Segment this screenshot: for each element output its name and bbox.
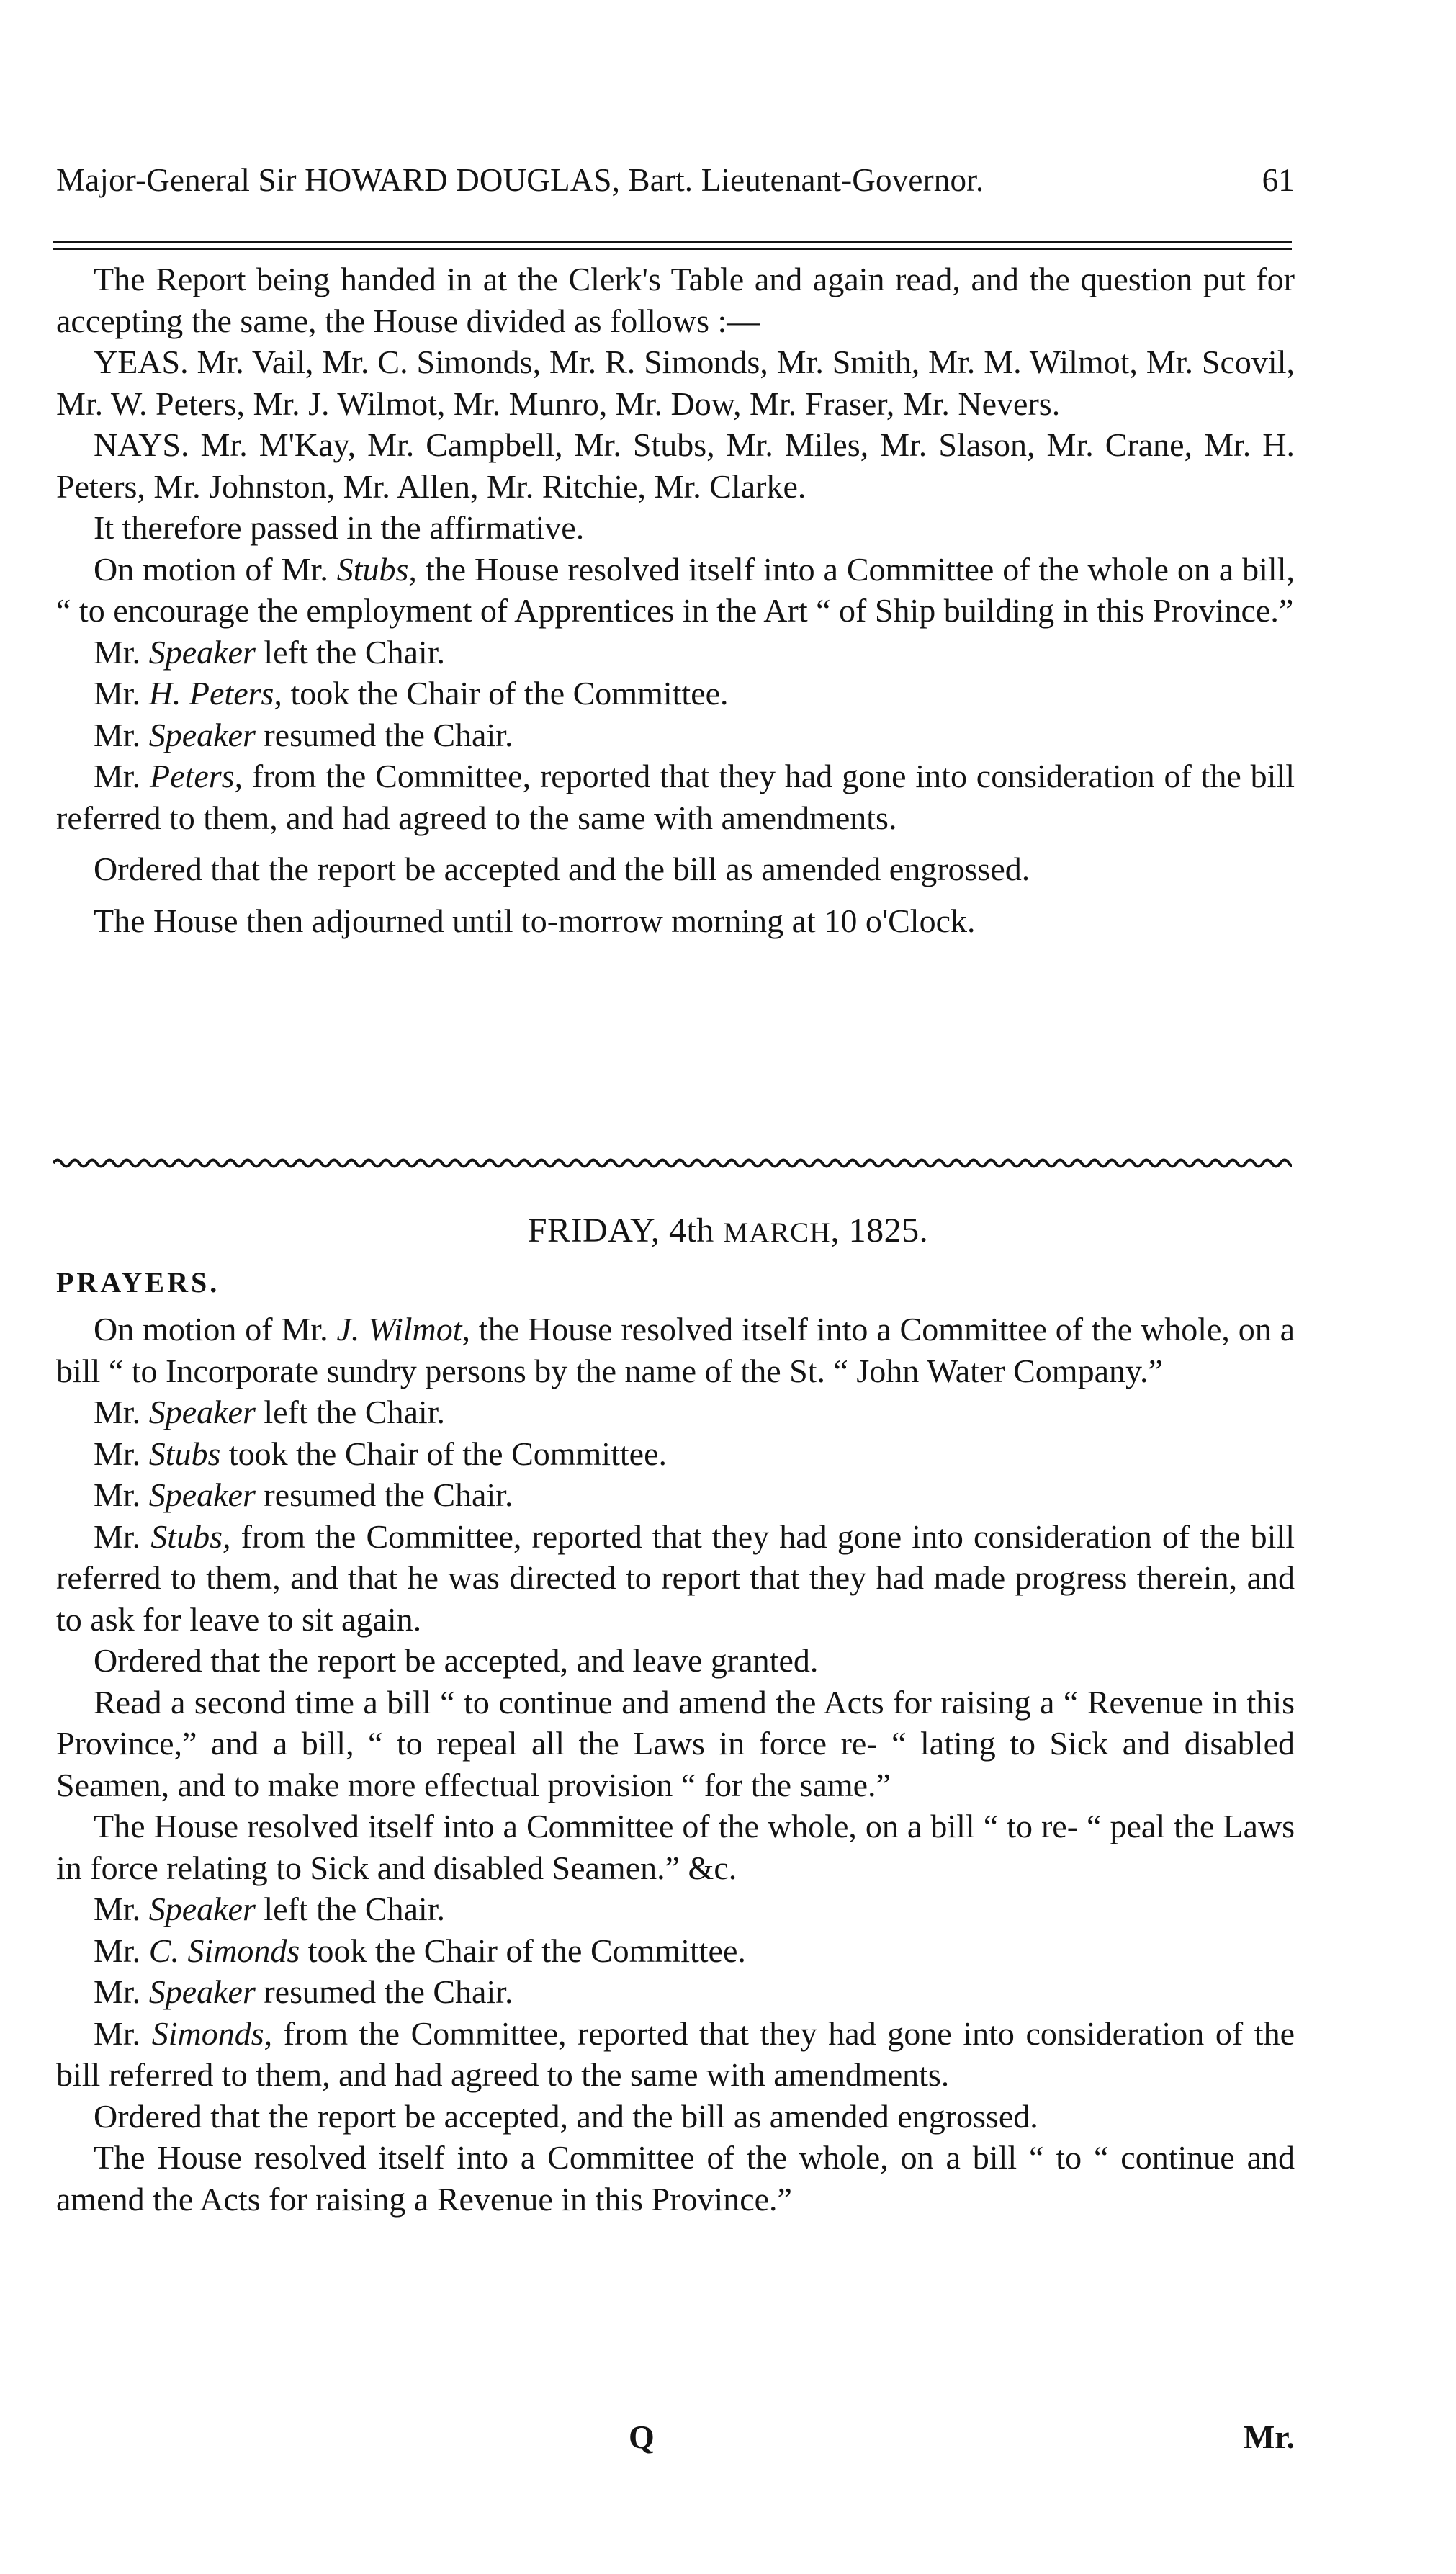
member-name: Speaker xyxy=(148,1476,256,1513)
paragraph: Mr. Speaker resumed the Chair. xyxy=(94,716,513,753)
proceedings-friday xyxy=(56,1309,1295,2220)
paragraph: Mr. Speaker left the Chair. xyxy=(94,1394,445,1430)
paragraph: Mr. Peters, from the Committee, reported that they had gone into consideration of the bill referred to them, and had agreed to the same with amendments. xyxy=(56,758,1295,836)
member-name: Speaker xyxy=(148,716,256,753)
catchword: Mr. xyxy=(1243,2418,1295,2455)
month-smallcaps: MARCH xyxy=(723,1216,831,1248)
adjournment-line: The House then adjourned until to-morrow morning at 10 o'Clock. xyxy=(94,902,976,939)
paragraph: On motion of Mr. Stubs, the House resolved itself into a Committee of the whole on a bill, “ to encourage the employment of Apprentices in the Art “ of Ship building in this Province.” xyxy=(56,550,1295,629)
member-name: Speaker xyxy=(148,633,256,671)
page-number: 61 xyxy=(1262,162,1295,198)
member-name: J. Wilmot, xyxy=(336,1311,471,1347)
paragraph: Mr. Speaker left the Chair. xyxy=(94,1891,445,1927)
paragraph: YEAS. Mr. Vail, Mr. C. Simonds, Mr. R. Simonds, Mr. Smith, Mr. M. Wilmot, Mr. Scovil, Mr. W. Peters, Mr. J. Wilmot, Mr. Munro, Mr. Dow, Mr. Fraser, Mr. Nevers. xyxy=(56,344,1295,422)
paragraph: Mr. Stubs took the Chair of the Committee. xyxy=(94,1435,667,1472)
paragraph: The Report being handed in at the Clerk's Table and again read, and the question put for accepting the same, the House divided as follows :— xyxy=(56,261,1295,339)
member-name: Speaker xyxy=(148,1891,256,1927)
member-name: Stubs, xyxy=(336,550,417,588)
paragraph: Ordered that the report be accepted, and the bill as amended engrossed. xyxy=(94,2097,1038,2135)
paragraph: The House resolved itself into a Committee of the whole, on a bill “ to re- “ peal the Laws in force relating to Sick and disabled Seamen.” &c. xyxy=(56,1808,1295,1886)
paragraph: On motion of Mr. J. Wilmot, the House resolved itself into a Committee of the whole, on a bill “ to Incorporate sundry persons by the name of the St. “ John Water Company.” xyxy=(56,1311,1295,1389)
paragraph: Mr. Speaker resumed the Chair. xyxy=(94,1973,513,2010)
page-footer xyxy=(56,2416,1295,2459)
signature-mark: Q xyxy=(629,2418,655,2455)
paragraph: Mr. Speaker resumed the Chair. xyxy=(94,1476,513,1513)
paragraph: The House resolved itself into a Committee of the whole, on a bill “ to “ continue and amend the Acts for raising a Revenue in this Province.” xyxy=(56,2139,1295,2218)
running-header xyxy=(56,160,1295,200)
day-heading: FRIDAY, 4th MARCH, 1825. xyxy=(527,1211,929,1250)
header-rule-thin xyxy=(53,248,1292,250)
paragraph: Read a second time a bill “ to continue and amend the Acts for raising a “ Revenue in this Province,” and a bill, “ to repeal all the Laws in force re- “ lating to Sick and disabled Seamen, and to make more effectual provision “ for the same.” xyxy=(56,1683,1295,1803)
member-name: Peters, xyxy=(150,758,243,794)
member-name: Speaker xyxy=(148,1973,256,2010)
paragraph: Mr. H. Peters, took the Chair of the Committee. xyxy=(94,675,729,712)
member-name: H. Peters, xyxy=(148,675,282,712)
paragraph: Mr. Stubs, from the Committee, reported that they had gone into consideration of the bill referred to them, and that he was directed to report that they had made progress therein, and to ask for leave to sit again. xyxy=(56,1517,1295,1638)
member-name: Stubs, xyxy=(150,1517,231,1555)
member-name: Speaker xyxy=(148,1394,256,1430)
proceedings-thursday xyxy=(56,259,1295,941)
prayers-label: PRAYERS. xyxy=(56,1266,220,1299)
header-rule-thick xyxy=(53,241,1292,243)
wavy-divider xyxy=(53,1152,1292,1174)
paragraph: It therefore passed in the affirmative. xyxy=(94,509,585,546)
header-title: Major-General Sir HOWARD DOUGLAS, Bart. Lieutenant-Governor. xyxy=(56,162,984,198)
paragraph: Mr. Simonds, from the Committee, reported that they had gone into consideration of the bill referred to them, and had agreed to the same with amendments. xyxy=(56,2014,1295,2093)
member-name: C. Simonds xyxy=(148,1932,300,1969)
paragraph: Ordered that the report be accepted, and leave granted. xyxy=(94,1642,819,1679)
paragraph: Ordered that the report be accepted and the bill as amended engrossed. xyxy=(94,851,1030,887)
member-name: Simonds, xyxy=(151,2014,273,2052)
paragraph: Mr. C. Simonds took the Chair of the Committee. xyxy=(94,1932,746,1969)
paragraph: Mr. Speaker left the Chair. xyxy=(94,633,445,671)
member-name: Stubs xyxy=(148,1435,221,1472)
paragraph: NAYS. Mr. M'Kay, Mr. Campbell, Mr. Stubs, Mr. Miles, Mr. Slason, Mr. Crane, Mr. H. Peters, Mr. Johnston, Mr. Allen, Mr. Ritchie, Mr. Clarke. xyxy=(56,426,1295,505)
